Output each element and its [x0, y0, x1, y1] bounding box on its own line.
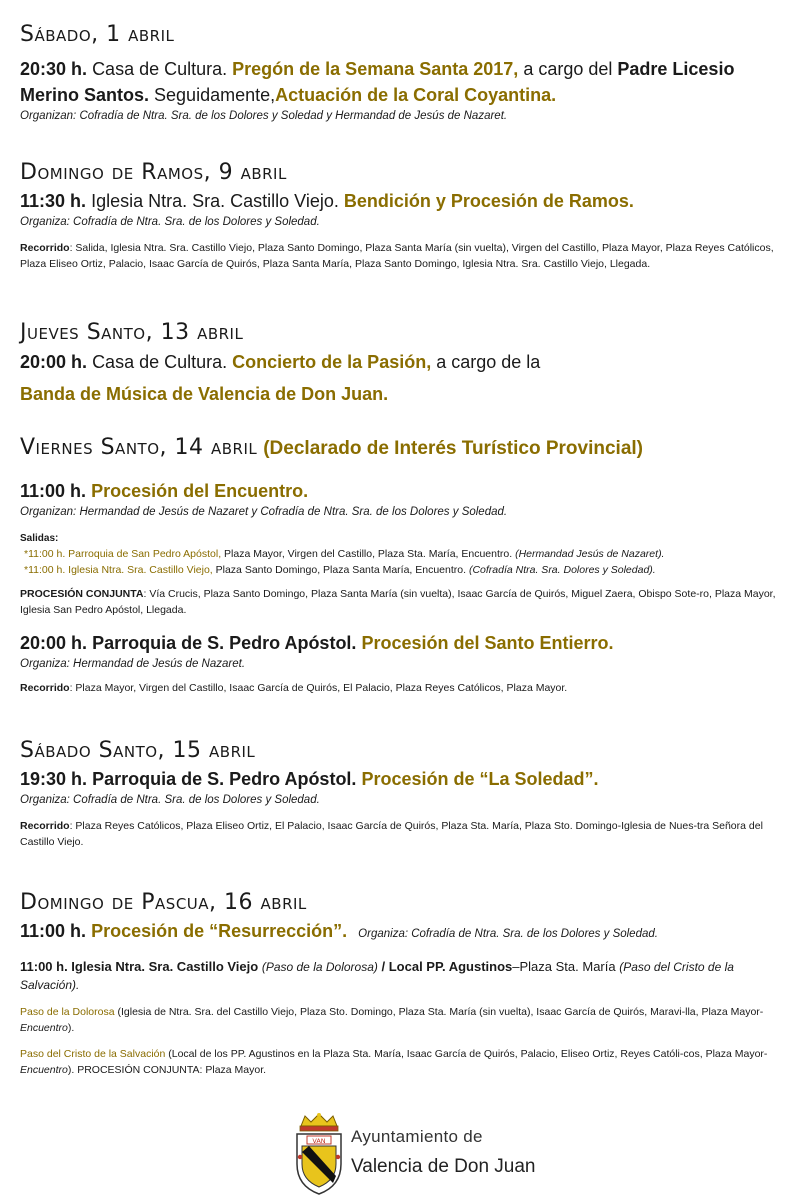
event-place-2: Parroquia de S. Pedro Apóstol. — [92, 633, 357, 653]
paso-cristo — [20, 1046, 777, 1078]
event-title: Procesión de “Resurrección”. — [91, 921, 348, 941]
event-then: Seguidamente, — [154, 85, 276, 105]
event-title-2: Banda de Música de Valencia de Don Juan. — [20, 384, 389, 404]
organizers: Organizan: Cofradía de Ntra. Sra. de los Dolores y Soledad y Hermandad de Jesús de Nazaret. — [20, 110, 508, 122]
day-heading: Sábado, 1 abril — [20, 22, 175, 47]
organizers: Organiza: Cofradía de Ntra. Sra. de los Dolores y Soledad. — [20, 216, 320, 228]
paso-dolorosa-label: Paso de la Dolorosa — [20, 1006, 115, 1018]
route-text: : Plaza Reyes Católicos, Plaza Eliseo Ortiz, El Palacio, Isaac García de Quirós, Plaza Sta. María, Plaza Sto. Domingo-Iglesia de Nues-tra Señora del Castillo Viejo. — [20, 820, 763, 848]
event-title: Procesión del Encuentro. — [91, 481, 309, 501]
event-line — [20, 478, 777, 504]
salida-1-route: Plaza Mayor, Virgen del Castillo, Plaza Sta. María, Encuentro. — [221, 548, 516, 560]
salida-1-org: (Hermandad Jesús de Nazaret). — [515, 548, 665, 560]
section-jueves-santo — [20, 320, 777, 407]
conjunta-label: PROCESIÓN CONJUNTA — [20, 588, 144, 600]
event-title: Concierto de la Pasión, — [232, 352, 432, 372]
organizers: Organiza: Cofradía de Ntra. Sra. de los Dolores y Soledad. — [20, 794, 320, 806]
start-b: / Local PP. Agustinos — [381, 959, 513, 974]
event-time: 20:30 h. — [20, 59, 88, 79]
day-heading: Sábado Santo, 15 abril — [20, 738, 256, 763]
event-line — [20, 349, 777, 375]
paso-dolorosa-encuentro: Encuentro — [20, 1022, 68, 1034]
salida-2-org: (Cofradía Ntra. Sra. Dolores y Soledad). — [468, 564, 656, 576]
logo-text — [351, 1126, 536, 1180]
day-heading: Domingo de Ramos, 9 abril — [20, 160, 287, 185]
start-c-note: (Paso del Cristo de la Salvación). — [20, 960, 734, 992]
paso-cristo-route: (Local de los PP. Agustinos en la Plaza Sta. María, Isaac García de Quirós, Palacio, Eliseo Ortiz, Reyes Católi-cos, Plaza Mayor- — [165, 1048, 768, 1060]
logo-line-1: Ayuntamiento de — [351, 1127, 483, 1146]
event-title: Pregón de la Semana Santa 2017, — [232, 59, 519, 79]
day-heading: Domingo de Pascua, 16 abril — [20, 890, 307, 915]
event-mid: a cargo de la — [436, 352, 541, 372]
section-domingo-ramos — [20, 160, 777, 272]
event-time: 11:00 h. — [20, 921, 87, 941]
route-text: : Plaza Mayor, Virgen del Castillo, Isaac García de Quirós, El Palacio, Plaza Reyes Católicos, Plaza Mayor. — [69, 682, 568, 694]
organizers: Organiza: Cofradía de Ntra. Sra. de los Dolores y Soledad. — [358, 928, 658, 940]
section-domingo-pascua — [20, 890, 777, 1078]
town-hall-logo — [293, 1112, 553, 1196]
event-time: 11:00 h. — [20, 481, 87, 501]
event-title: Bendición y Procesión de Ramos. — [343, 191, 634, 211]
paso-dolorosa-route: (Iglesia de Ntra. Sra. del Castillo Viejo, Plaza Sto. Domingo, Plaza Sta. María (sin vuelta), Isaac García de Quirós, Maravi-lla, Plaza Mayor- — [114, 1006, 764, 1018]
paso-cristo-label: Paso del Cristo de la Salvación — [20, 1048, 166, 1060]
pascua-start-line — [20, 958, 777, 994]
event-place: Casa de Cultura. — [92, 352, 228, 372]
day-heading: Jueves Santo, 13 abril — [20, 320, 244, 345]
start-a-note: (Paso de la Dolorosa) — [261, 960, 378, 974]
route-text: : Salida, Iglesia Ntra. Sra. Castillo Viejo, Plaza Santo Domingo, Plaza Santa María (sin vuelta), Virgen del Castillo, Plaza Mayor, Plaza Reyes Católicos, Plaza Eliseo Ortiz, Palacio, Isaac García de Quirós, Plaza Santa María, Plaza Santo Domingo, Iglesia Ntra. Sra. Castillo Viejo, Llegada. — [20, 242, 774, 270]
event-time: 20:00 h. — [20, 352, 88, 372]
start-a: 11:00 h. Iglesia Ntra. Sra. Castillo Viejo — [20, 959, 259, 974]
event-line-2 — [20, 630, 777, 656]
coat-of-arms-icon — [293, 1112, 345, 1196]
event-line — [20, 56, 777, 108]
event-place: Casa de Cultura. — [92, 59, 228, 79]
organizers: Organizan: Hermandad de Jesús de Nazaret y Cofradía de Ntra. Sra. de los Dolores y Soledad. — [20, 506, 508, 518]
conjunta-route: : Vía Crucis, Plaza Santo Domingo, Plaza Santa María (sin vuelta), Isaac García de Quirós, Miguel Zaera, Obispo Sote-ro, Plaza Mayor, Iglesia San Pedro Apóstol, Llegada. — [20, 588, 776, 616]
salidas-label: Salidas: — [20, 533, 59, 544]
route — [20, 240, 777, 272]
logo-line-2: Valencia de Don Juan — [351, 1156, 536, 1177]
event-time-2: 20:00 h. — [20, 633, 88, 653]
paso-dolorosa — [20, 1004, 777, 1036]
salida-1 — [20, 546, 777, 562]
event-place: Iglesia Ntra. Sra. Castillo Viejo. — [91, 191, 339, 211]
salida-1-start: *11:00 h. Parroquia de San Pedro Apóstol, — [24, 548, 222, 560]
section-viernes-santo — [20, 435, 777, 696]
day-heading — [20, 435, 777, 462]
paso-cristo-end: ). PROCESIÓN CONJUNTA: Plaza Mayor. — [67, 1064, 267, 1076]
event-title-2: Actuación de la Coral Coyantina. — [275, 85, 557, 105]
start-c: –Plaza Sta. María — [512, 959, 616, 974]
event-mid: a cargo del — [523, 59, 613, 79]
event-place: Parroquia de S. Pedro Apóstol. — [92, 769, 357, 789]
event-line — [20, 766, 777, 792]
paso-dolorosa-end: ). — [67, 1022, 75, 1034]
route — [20, 818, 777, 850]
interest-note: (Declarado de Interés Turístico Provincial) — [263, 438, 643, 459]
day-heading-text: Viernes Santo, 14 abril — [20, 435, 258, 460]
event-time: 19:30 h. — [20, 769, 88, 789]
event-title-2: Procesión del Santo Entierro. — [361, 633, 614, 653]
event-time: 11:30 h. — [20, 191, 87, 211]
paso-cristo-encuentro: Encuentro — [20, 1064, 68, 1076]
salida-2-start: *11:00 h. Iglesia Ntra. Sra. Castillo Viejo, — [24, 564, 213, 576]
salida-2-route: Plaza Santo Domingo, Plaza Santa María, Encuentro. — [212, 564, 469, 576]
event-person: Padre Licesio Merino Santos. — [20, 59, 735, 105]
route-label: Recorrido — [20, 242, 70, 254]
procesion-conjunta — [20, 586, 777, 618]
route-label: Recorrido — [20, 682, 70, 694]
event-line — [20, 188, 777, 214]
section-sabado-santo — [20, 738, 777, 850]
section-sabado-1 — [20, 22, 777, 124]
route-2 — [20, 680, 777, 696]
organizers-2: Organiza: Hermandad de Jesús de Nazaret. — [20, 658, 246, 670]
salida-2 — [20, 562, 777, 578]
route-label: Recorrido — [20, 820, 70, 832]
event-line — [20, 918, 777, 944]
shield-text: VAN — [312, 1137, 326, 1145]
event-title: Procesión de “La Soledad”. — [361, 769, 599, 789]
